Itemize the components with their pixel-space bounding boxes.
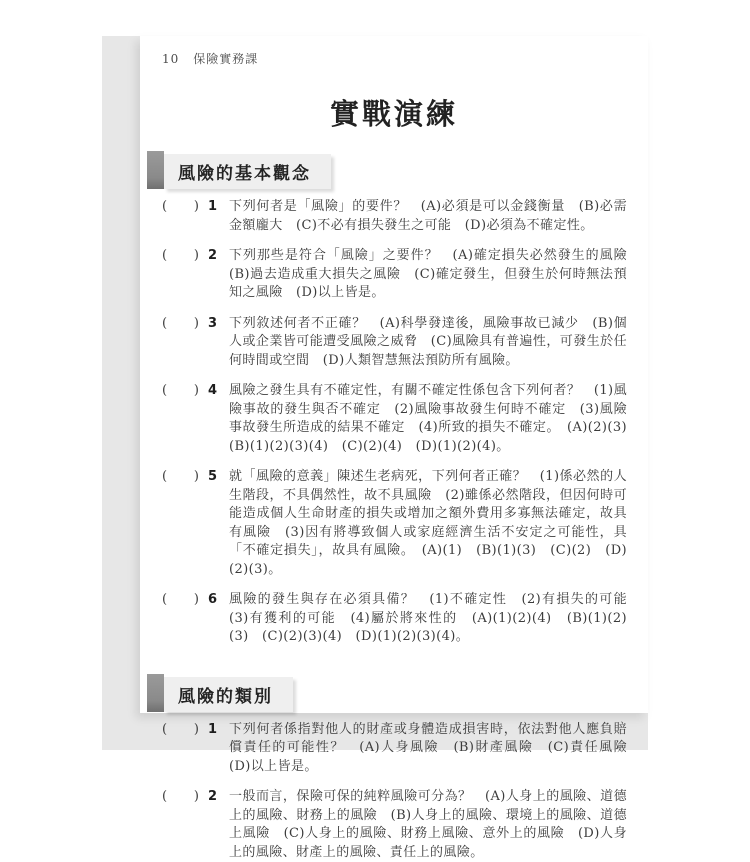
answer-blank bbox=[162, 468, 199, 487]
bracket-close: ) bbox=[194, 721, 199, 740]
bracket-close: ) bbox=[194, 315, 199, 334]
question-list bbox=[140, 721, 648, 862]
question-number: 2 bbox=[208, 247, 222, 266]
bracket-open: ( bbox=[162, 788, 167, 807]
running-header bbox=[162, 50, 648, 67]
bracket-open: ( bbox=[162, 468, 167, 487]
answer-blank bbox=[162, 198, 199, 217]
question-list bbox=[140, 198, 648, 647]
question-row bbox=[162, 788, 627, 862]
book-page-scan bbox=[102, 36, 648, 750]
page-number: 10 bbox=[162, 52, 179, 66]
question-number: 4 bbox=[208, 382, 222, 401]
question-number: 3 bbox=[208, 315, 222, 334]
answer-blank bbox=[162, 382, 199, 401]
section-header bbox=[152, 154, 648, 186]
question-row bbox=[162, 315, 627, 371]
question-number: 6 bbox=[208, 591, 222, 610]
answer-blank bbox=[162, 247, 199, 266]
bracket-close: ) bbox=[194, 198, 199, 217]
question-number: 1 bbox=[208, 721, 222, 740]
section-risk-basics bbox=[140, 154, 648, 647]
question-number: 1 bbox=[208, 198, 222, 217]
question-text: 下列何者係指對他人的財產或身體造成損害時，依法對他人應負賠償責任的可能性？ (A)人身風險 (B)財產風險 (C)責任風險 (D)以上皆是。 bbox=[229, 721, 627, 777]
question-row bbox=[162, 382, 627, 456]
question-text: 下列那些是符合「風險」之要件？ (A)確定損失必然發生的風險 (B)過去造成重大損失之風險 (C)確定發生，但發生於何時無法預知之風險 (D)以上皆是。 bbox=[229, 247, 627, 303]
bracket-close: ) bbox=[194, 788, 199, 807]
question-text: 下列何者是「風險」的要件？ (A)必須是可以金錢衡量 (B)必需金額龐大 (C)不必有損失發生之可能 (D)必須為不確定性。 bbox=[229, 198, 627, 235]
section-tab-icon bbox=[147, 674, 164, 712]
bracket-close: ) bbox=[194, 382, 199, 401]
section-title: 風險的基本觀念 bbox=[164, 154, 331, 189]
bracket-close: ) bbox=[194, 468, 199, 487]
book-page bbox=[140, 36, 648, 713]
book-title: 保險實務課 bbox=[193, 52, 258, 66]
bracket-close: ) bbox=[194, 591, 199, 610]
question-text: 風險的發生與存在必須具備？ (1)不確定性 (2)有損失的可能 (3)有獲利的可能 (4)屬於將來性的 (A)(1)(2)(4) (B)(1)(2)(3) (C)(2)(3)(4) (D)(1)(2)(3)(4)。 bbox=[229, 591, 627, 647]
answer-blank bbox=[162, 315, 199, 334]
question-text: 就「風險的意義」陳述生老病死，下列何者正確？ (1)係必然的人生階段，不具偶然性，故不具風險 (2)雖係必然階段，但因何時可能造成個人生命財產的損失或增加之額外費用多寡無法確定，故具有風險 (3)因有將導致個人或家庭經濟生活不安定之可能性，具「不確定損失」，故具有風險。 (A)(1) (B)(1)(3) (C)(2) (D)(2)(3)。 bbox=[229, 468, 627, 579]
bracket-close: ) bbox=[194, 247, 199, 266]
question-row bbox=[162, 247, 627, 303]
bracket-open: ( bbox=[162, 247, 167, 266]
bracket-open: ( bbox=[162, 315, 167, 334]
bracket-open: ( bbox=[162, 198, 167, 217]
answer-blank bbox=[162, 788, 199, 807]
answer-blank bbox=[162, 591, 199, 610]
bracket-open: ( bbox=[162, 721, 167, 740]
page-title: 實戰演練 bbox=[140, 92, 648, 133]
bracket-open: ( bbox=[162, 382, 167, 401]
question-row bbox=[162, 198, 627, 235]
question-text: 下列敘述何者不正確？ (A)科學發達後，風險事故已減少 (B)個人或企業皆可能遭受風險之威脅 (C)風險具有普遍性，可發生於任何時間或空間 (D)人類智慧無法預防所有風險。 bbox=[229, 315, 627, 371]
answer-blank bbox=[162, 721, 199, 740]
section-header bbox=[152, 677, 648, 709]
question-text: 一般而言，保險可保的純粹風險可分為？ (A)人身上的風險、道德上的風險、財務上的風險 (B)人身上的風險、環境上的風險、道德上風險 (C)人身上的風險、財務上風險、意外上的風險 (D)人身上的風險、財產上的風險、責任上的風險。 bbox=[229, 788, 627, 862]
question-row bbox=[162, 591, 627, 647]
section-risk-types bbox=[140, 677, 648, 862]
section-tab-icon bbox=[147, 151, 164, 189]
section-title: 風險的類別 bbox=[164, 677, 293, 712]
question-row bbox=[162, 721, 627, 777]
question-row bbox=[162, 468, 627, 579]
bracket-open: ( bbox=[162, 591, 167, 610]
question-text: 風險之發生具有不確定性，有關不確定性係包含下列何者？ (1)風險事故的發生與否不確定 (2)風險事故發生何時不確定 (3)風險事故發生所造成的結果不確定 (4)所致的損失不確定。 (A)(2)(3) (B)(1)(2)(3)(4) (C)(2)(4) (D)(1)(2)(4)。 bbox=[229, 382, 627, 456]
question-number: 5 bbox=[208, 468, 222, 487]
question-number: 2 bbox=[208, 788, 222, 807]
